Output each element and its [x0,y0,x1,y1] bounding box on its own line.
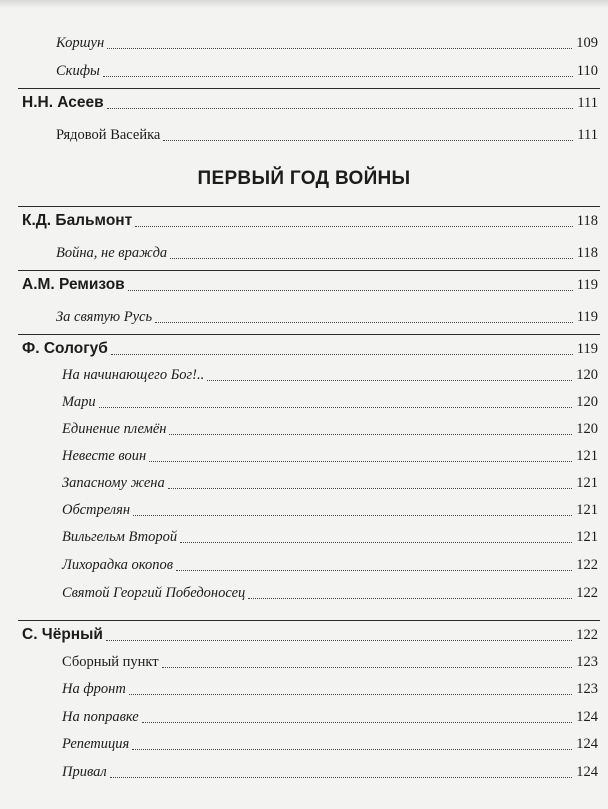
toc-entry [0,416,608,442]
dot-leader [132,749,572,750]
dot-leader [107,108,574,109]
author-divider [18,270,600,271]
author-name: С. Чёрный [22,626,103,643]
dot-leader [103,76,573,77]
entry-page: 121 [576,529,598,545]
toc-author-entry [0,90,608,116]
dot-leader [149,461,572,462]
dot-leader [128,290,573,291]
entry-title: На фронт [62,681,126,697]
entry-page: 123 [576,654,598,670]
dot-leader [176,570,572,571]
dot-leader [99,407,573,408]
toc-entry [0,30,608,56]
author-name: А.М. Ремизов [22,276,125,293]
author-divider [18,206,600,207]
dot-leader [142,722,573,723]
entry-page: 123 [576,681,598,697]
entry-title: На поправке [62,709,139,725]
dot-leader [111,354,573,355]
toc-entry [0,443,608,469]
entry-page: 121 [576,502,598,518]
entry-page: 124 [576,736,598,752]
dot-leader [168,488,573,489]
entry-page: 121 [576,475,598,491]
entry-title: За святую Русь [56,309,153,325]
entry-page: 122 [576,585,598,601]
dot-leader [107,48,572,49]
toc-entry [0,362,608,388]
entry-page: 110 [576,63,598,79]
section-heading: ПЕРВЫЙ ГОД ВОЙНЫ [197,168,411,189]
entry-page: 119 [576,341,598,357]
entry-page: 118 [576,213,598,229]
dot-leader [135,226,573,227]
entry-title: Обстрелян [62,502,131,518]
dot-leader [169,434,572,435]
entry-title: Война, не вражда [56,245,168,261]
entry-title: Мари [62,394,96,410]
entry-page: 118 [576,245,598,261]
entry-page: 122 [576,557,598,573]
entry-title: Запасному жена [62,475,165,491]
entry-page: 121 [576,448,598,464]
toc-entry [0,552,608,578]
entry-title: На начинающего Бог!.. [62,367,205,383]
toc-author-entry [0,208,608,234]
entry-title: Единение племён [62,421,167,437]
author-name: Н.Н. Асеев [22,94,104,111]
toc-author-entry [0,622,608,648]
entry-title: Лихорадка окопов [62,557,174,573]
toc-entry [0,304,608,330]
dot-leader [170,258,573,259]
dot-leader [133,515,572,516]
dot-leader [180,542,572,543]
author-name: К.Д. Бальмонт [22,212,133,229]
dot-leader [129,694,572,695]
toc-entry [0,240,608,266]
toc-entry [0,122,608,148]
toc-author-entry [0,272,608,298]
entry-title: Святой Георгий Победоносец [62,585,246,601]
entry-page: 119 [576,309,598,325]
entry-page: 111 [577,95,598,111]
entry-title: Привал [62,764,107,780]
toc-entry [0,676,608,702]
toc-entry [0,497,608,523]
dot-leader [248,598,572,599]
entry-page: 109 [576,35,598,51]
page-top-edge [0,0,608,8]
dot-leader [163,140,573,141]
entry-page: 122 [576,627,598,643]
entry-page: 120 [576,367,598,383]
entry-page: 124 [576,764,598,780]
toc-entry [0,649,608,675]
entry-title: Невесте воин [62,448,147,464]
entry-page: 119 [576,277,598,293]
entry-page: 120 [576,421,598,437]
toc-entry [0,731,608,757]
toc-entry [0,704,608,730]
dot-leader [106,640,572,641]
dot-leader [207,380,572,381]
entry-title: Репетиция [62,736,130,752]
author-name: Ф. Сологуб [22,340,108,357]
dot-leader [162,667,573,668]
author-divider [18,88,600,89]
dot-leader [110,777,573,778]
dot-leader [155,322,573,323]
toc-entry [0,524,608,550]
toc-author-entry [0,336,608,362]
entry-title: Рядовой Васейка [56,127,161,143]
author-divider [18,620,600,621]
entry-title: Сборный пункт [62,654,159,670]
entry-page: 120 [576,394,598,410]
toc-entry [0,580,608,606]
author-divider [18,334,600,335]
entry-title: Коршун [56,35,105,51]
entry-page: 124 [576,709,598,725]
entry-page: 111 [577,127,598,143]
toc-entry [0,389,608,415]
toc-entry [0,58,608,84]
toc-entry [0,470,608,496]
toc-entry [0,759,608,785]
entry-title: Скифы [56,63,100,79]
entry-title: Вильгельм Второй [62,529,178,545]
